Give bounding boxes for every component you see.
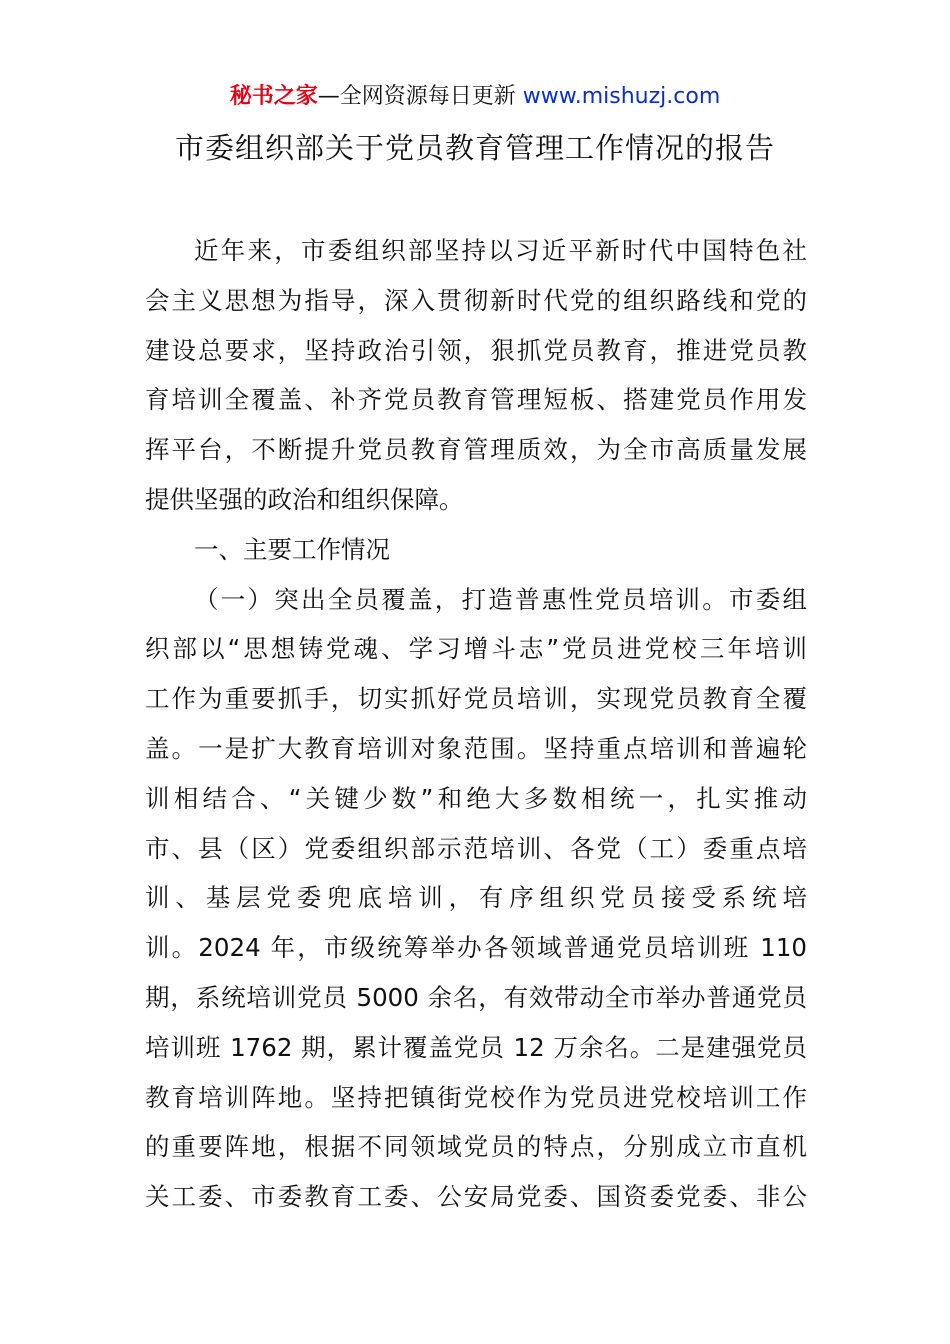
section-heading: 一、主要工作情况 <box>194 534 390 564</box>
text-line: 建设总要求，坚持政治引领，狠抓党员教育，推进党员教 <box>145 335 807 365</box>
text-line: 育培训全覆盖、补齐党员教育管理短板、搭建党员作用发 <box>145 385 807 415</box>
text-line: 挥平台，不断提升党员教育管理质效，为全市高质量发展 <box>145 435 807 465</box>
text-line: 训。2024 年，市级统筹举办各领域普通党员培训班 110 <box>145 933 807 963</box>
text-line: 市、县（区）党委组织部示范培训、各党（工）委重点培 <box>145 833 807 863</box>
site-banner <box>0 82 950 112</box>
text-line: 训、基层党委兜底培训，有序组织党员接受系统培 <box>145 883 807 913</box>
site-brand: 秘书之家 <box>229 84 318 109</box>
text-line: 工作为重要抓手，切实抓好党员培训，实现党员教育全覆 <box>145 684 807 714</box>
text-line: 训相结合、“关键少数”和绝大多数相统一，扎实推动 <box>145 783 807 813</box>
text-line: 盖。一是扩大教育培训对象范围。坚持重点培训和普遍轮 <box>145 733 807 763</box>
text-line: 关工委、市委教育工委、公安局党委、国资委党委、非公 <box>145 1182 807 1212</box>
text-line: 教育培训阵地。坚持把镇街党校作为党员进党校培训工作 <box>145 1082 807 1112</box>
text-line: 织部以“思想铸党魂、学习增斗志”党员进党校三年培训 <box>145 634 807 664</box>
text-line: 近年来，市委组织部坚持以习近平新时代中国特色社 <box>194 236 807 265</box>
site-tagline: —全网资源每日更新 <box>317 84 523 109</box>
site-url-link[interactable]: www.mishuzj.com <box>522 84 721 109</box>
text-line: 提供坚强的政治和组织保障。 <box>145 484 464 514</box>
text-line: 会主义思想为指导，深入贯彻新时代党的组织路线和党的 <box>145 285 807 315</box>
document-title: 市委组织部关于党员教育管理工作情况的报告 <box>174 131 775 165</box>
document-body <box>145 226 807 1222</box>
text-line: （一）突出全员覆盖，打造普惠性党员培训。市委组 <box>194 584 807 614</box>
text-line: 培训班 1762 期，累计覆盖党员 12 万余名。二是建强党员 <box>145 1032 807 1062</box>
text-line: 期，系统培训党员 5000 余名，有效带动全市举办普通党员 <box>145 982 807 1012</box>
text-line: 的重要阵地，根据不同领域党员的特点，分别成立市直机 <box>145 1132 807 1162</box>
